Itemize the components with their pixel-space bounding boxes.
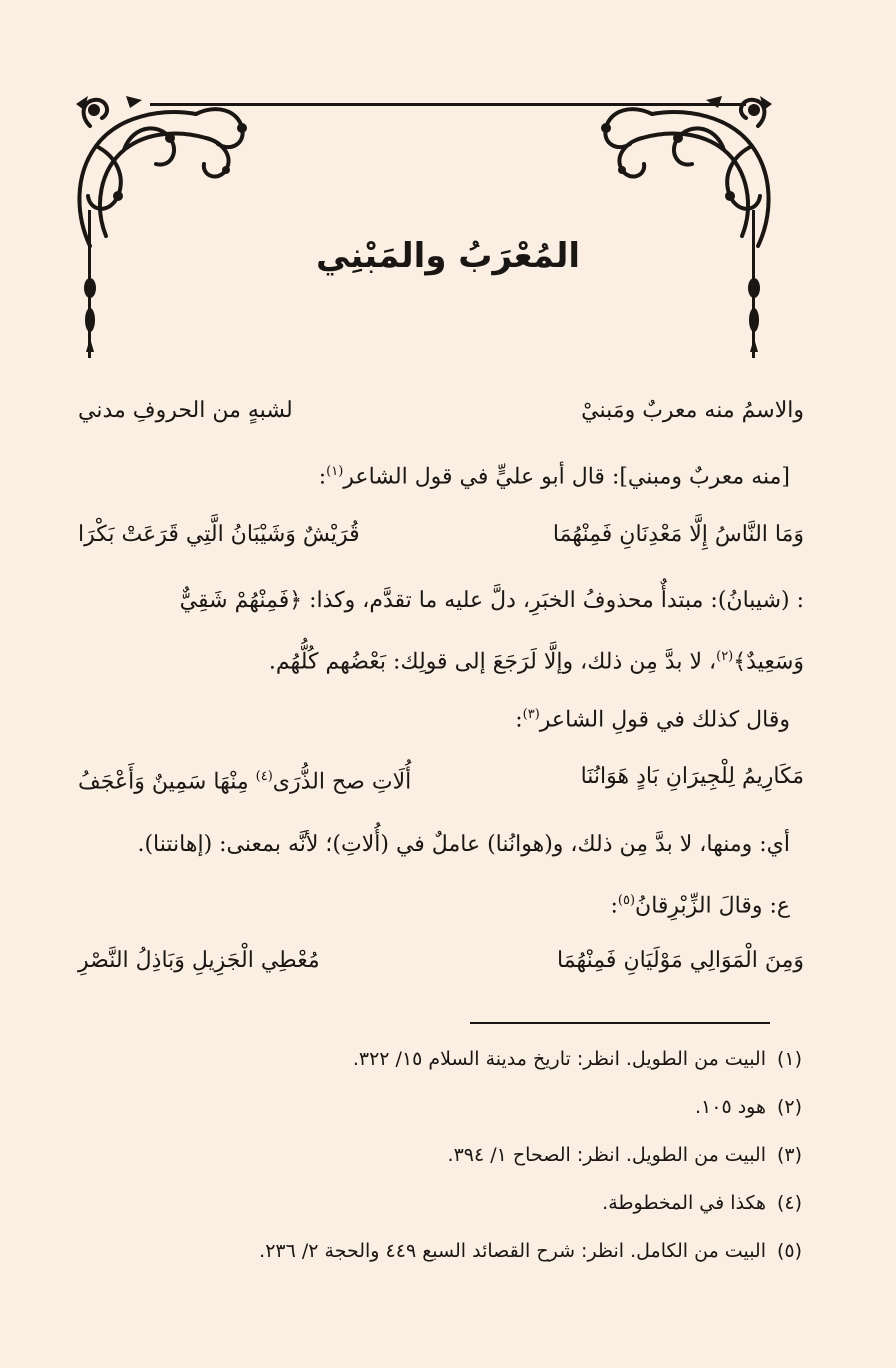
footnote-5-text: البيت من الكامل. انظر: شرح القصائد السبع ٤٤٩ والحجة ٢/ ٢٣٦. [259, 1240, 766, 1262]
prose-line-1 [319, 457, 790, 492]
verse4-second-hemistich: مُعْطِي الْجَزِيلِ وَبَاذِلُ النَّصْرِ [78, 948, 320, 973]
prose-line-1-tail: : [318, 464, 327, 490]
footnote-2-text: هود ١٠٥. [694, 1096, 766, 1118]
verse3-second-b: مِنْهَا سَمِينٌ وَأَعْجَفُ [78, 769, 249, 795]
verse1-second-hemistich: لشبهٍ من الحروفِ مدني [78, 398, 293, 423]
footnote-3-text: البيت من الطويل. انظر: الصحاح ١/ ٣٩٤. [447, 1144, 766, 1166]
prose-line-3-text: ، لا بدَّ مِن ذلك، وإلَّا لَرَجَعَ إلى قولِك: بَعْضُهم كُلُّهُم. [268, 649, 717, 675]
prose-line-4-text: وقال كذلك في قولِ الشاعر [539, 707, 790, 733]
footnote-ref-4: (٤) [255, 769, 273, 784]
footnote-4-number: (٤) [776, 1192, 802, 1214]
footnote-ref-3: (٣) [522, 707, 540, 722]
left-finial-ornament [80, 268, 100, 358]
footnote-ref-1: (١) [326, 464, 344, 479]
prose-line-5: أي: ومنها، لا بدَّ مِن ذلك، و(هوانُنا) عاملٌ في (أُلاتِ)؛ لأنَّه بمعنى: (إهانتنا). [137, 832, 790, 857]
right-finial-ornament [744, 268, 764, 358]
footnote-ref-5: (٥) [617, 893, 636, 908]
left-corner-ornament [66, 86, 256, 256]
verse1-first-hemistich: والاسمُ منه معربٌ ومَبنيْ [581, 398, 804, 423]
prose-line-2: : (شيبانُ): مبتدأٌ محذوفُ الخبَرِ، دلَّ عليه ما تقدَّم، وكذا: ﴿فَمِنْهُمْ شَقِيٌّ [179, 588, 804, 613]
footnote-3-number: (٣) [776, 1144, 802, 1166]
prose-line-3 [269, 642, 804, 677]
verse2-first-hemistich: وَمَا النَّاسُ إِلَّا مَعْدِنَانِ فَمِنْهُمَا [552, 522, 804, 547]
footnote-5-number: (٥) [776, 1240, 802, 1262]
prose-line-4 [515, 700, 790, 735]
chapter-title: المُعْرَبُ والمَبْنِي [315, 236, 581, 276]
prose-line-6-tail: : [610, 893, 618, 919]
footnote-separator [470, 1022, 770, 1024]
right-corner-ornament [592, 86, 782, 256]
footnote-1-text: البيت من الطويل. انظر: تاريخ مدينة السلام ١٥/ ٣٢٢. [352, 1048, 766, 1070]
verse4-first-hemistich: وَمِنَ الْمَوَالِي مَوْلَيَانِ فَمِنْهُمَا [557, 948, 804, 973]
verse3-first-hemistich: مَكَارِيمُ لِلْجِيرَانِ بَادٍ هَوَانُنَا [580, 764, 804, 789]
verse3-second-a: أُلَاتِ صح الذُّرَى [272, 769, 412, 795]
footnote-2-number: (٢) [776, 1096, 802, 1118]
verse3-second-hemistich [78, 762, 411, 797]
prose-line-6-text: ع: وقالَ الزِّبْرِقانُ [635, 893, 790, 919]
prose-line-4-tail: : [515, 707, 523, 733]
quran-quote-end: وَسَعِيدٌ﴾ [733, 649, 804, 675]
footnote-ref-2: (٢) [716, 649, 734, 664]
prose-line-6 [610, 886, 790, 921]
footnote-1-number: (١) [776, 1048, 802, 1070]
prose-line-1-text: [منه معربٌ ومبني]: قال أبو عليٍّ في قول الشاعر [343, 464, 790, 490]
footnote-4-text: هكذا في المخطوطة. [602, 1192, 766, 1214]
verse2-second-hemistich: قُرَيْشٌ وَشَيْبَانُ الَّتِي قَرَعَتْ بَكْرَا [78, 522, 360, 547]
